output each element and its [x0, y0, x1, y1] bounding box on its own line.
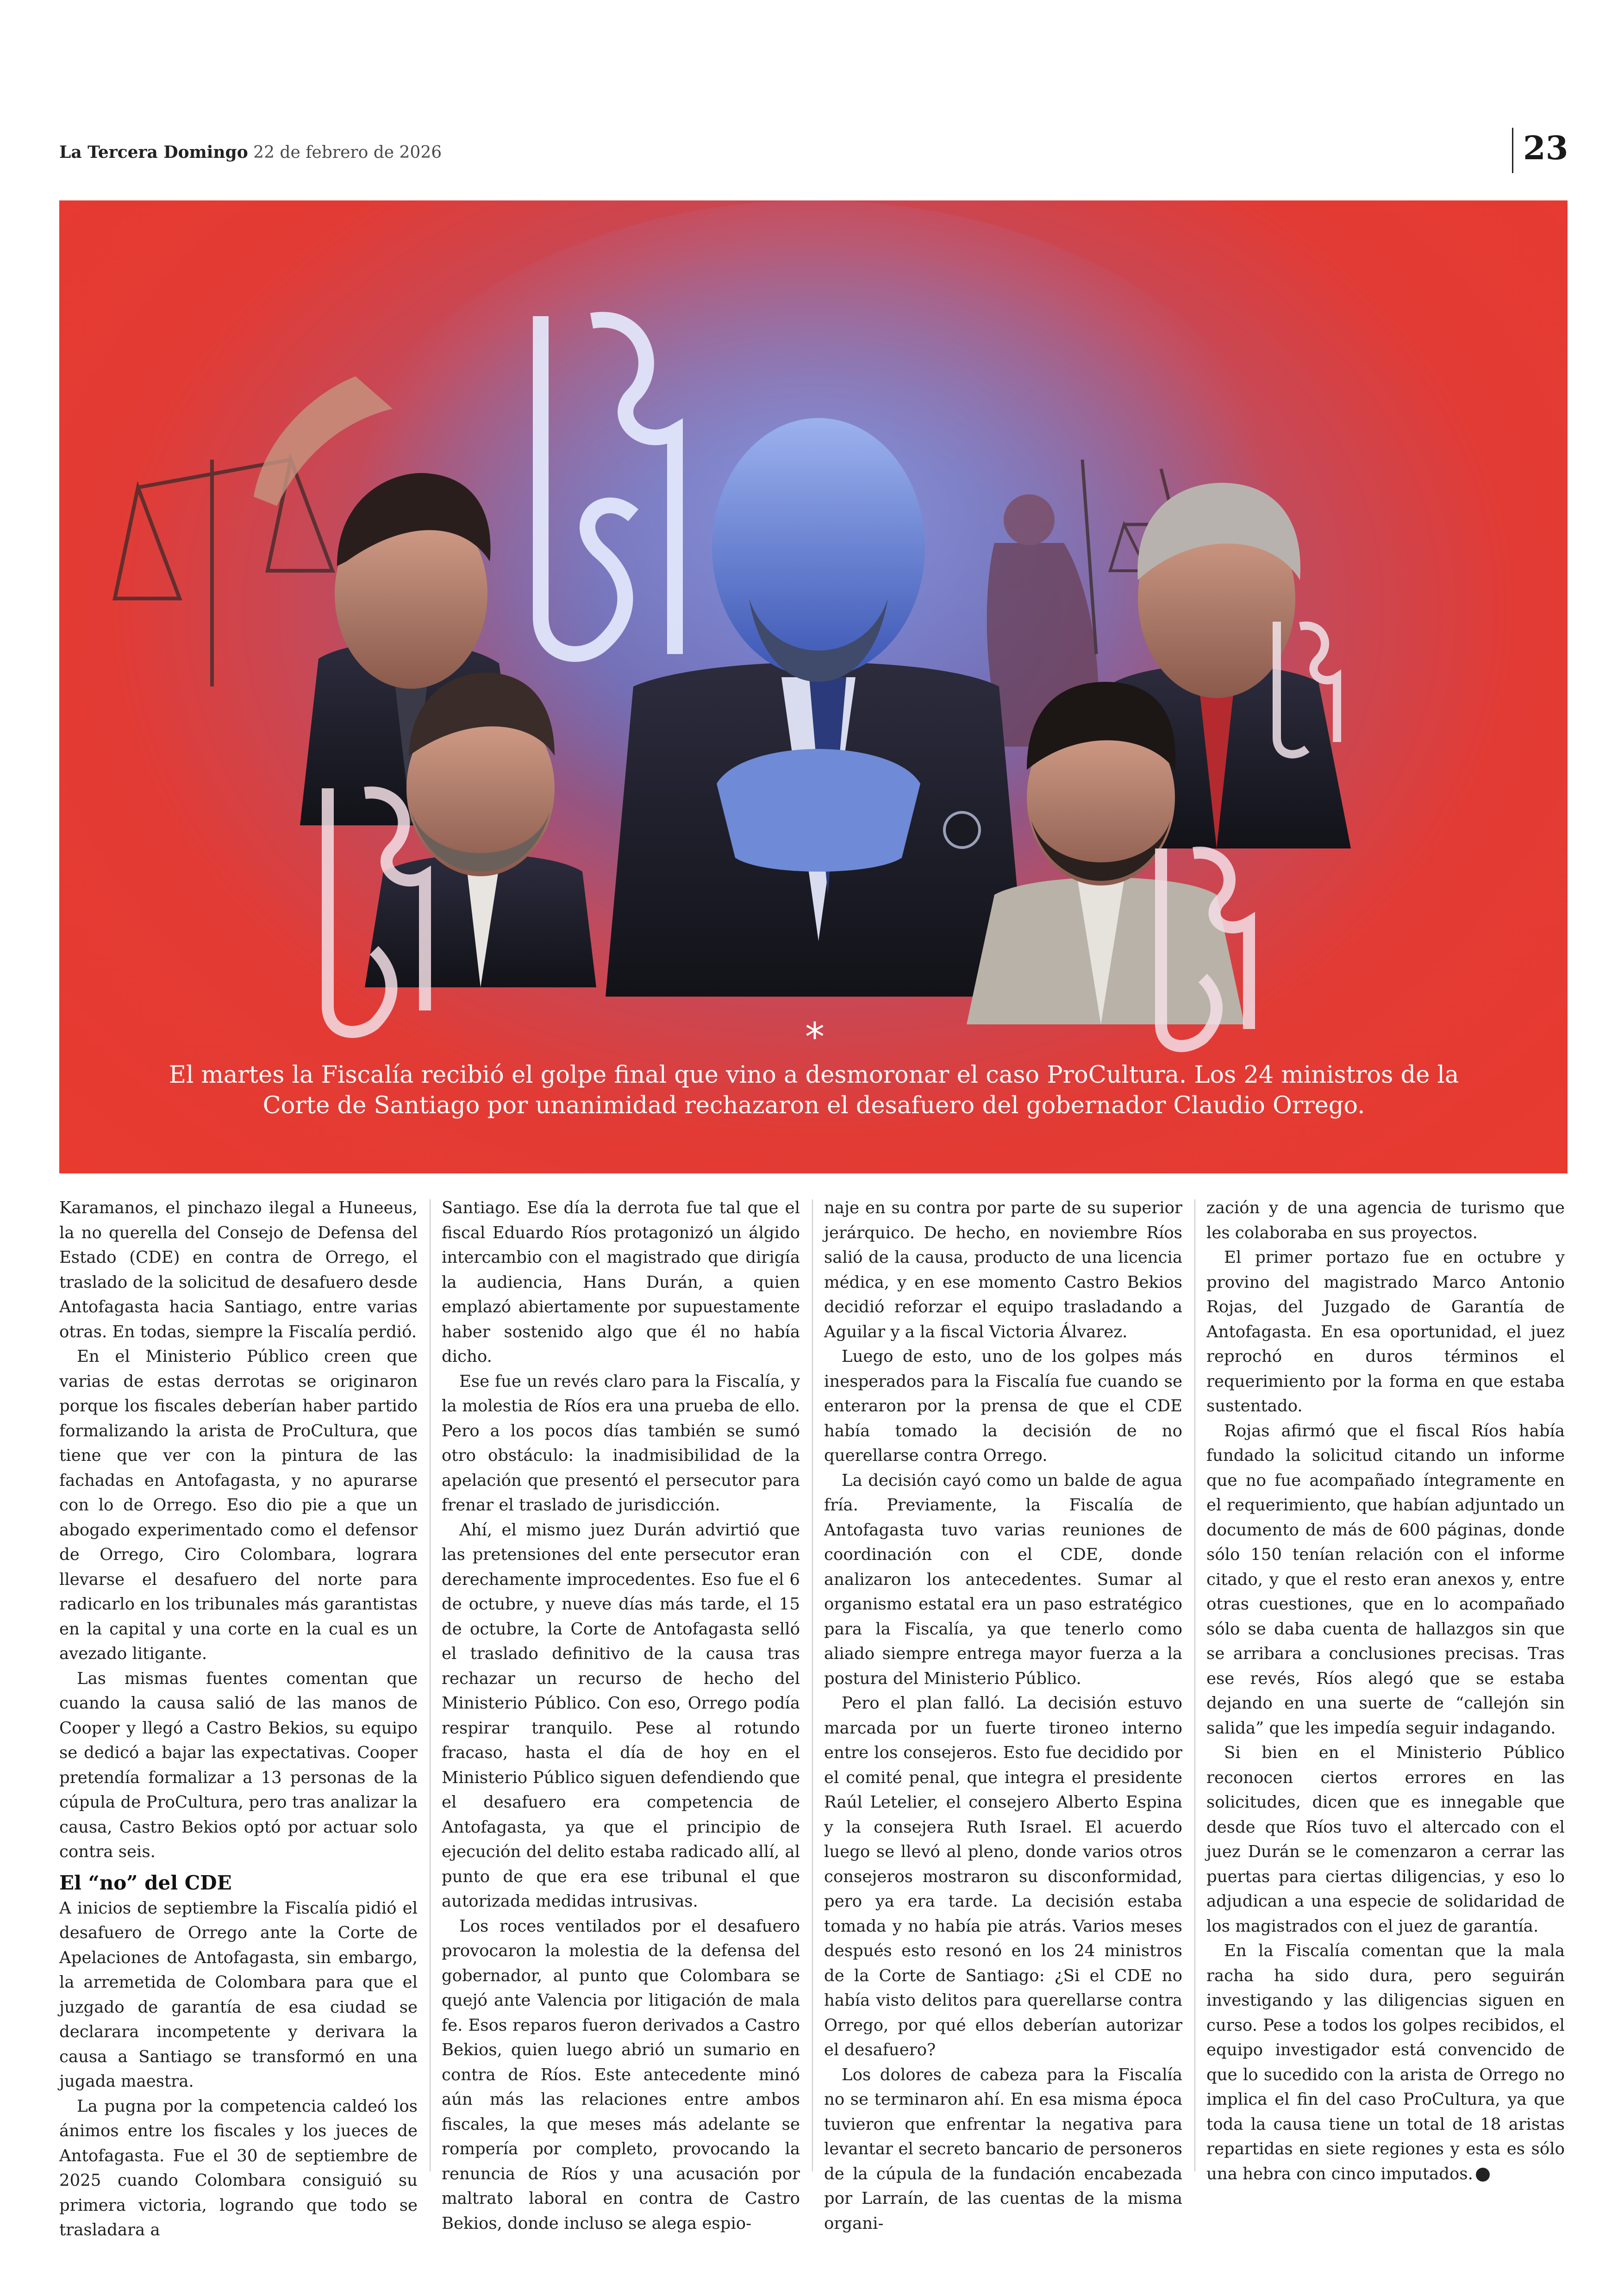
paragraph: La decisión cayó como un balde de agua fría. Previamente, la Fiscalía de Antofagasta tuvo varias reuniones de coordinación con el CDE, donde analizaron los antecedentes. Sumar al organismo estatal era un paso estratégico para la Fiscalía, ya que tenerlo como aliado siempre entrega mayor fuerza a la postura del Ministerio Público.: [824, 1471, 1182, 1688]
paragraph: Ese fue un revés claro para la Fiscalía, y la molestia de Ríos era una prueba de ello. Pero a los pocos días también se sumó otro obstáculo: la inadmisibilidad de la apelación que presentó el persecutor para frenar el traslado de jurisdicción.: [442, 1372, 800, 1515]
paragraph: naje en su contra por parte de su superior jerárquico. De hecho, en noviembre Ríos salió de la causa, producto de una licencia médica, y en ese momento Castro Bekios decidió reforzar el equipo trasladando a Aguilar y a la fiscal Victoria Álvarez.: [824, 1198, 1182, 1341]
article-column-4: [1206, 1196, 1565, 2186]
paragraph-text: En la Fiscalía comentan que la mala racha ha sido dura, pero seguirán investigando y las diligencias siguen en curso. Pese a todos los golpes recibidos, el equipo investigador está convencido de que lo sucedido con la arista de Orrego no implica el fin del caso ProCultura, ya que toda la causa tiene un total de 18 aristas repartidas en siete regiones y esta es sólo una hebra con cinco imputados.: [1206, 1941, 1565, 2183]
paragraph: Karamanos, el pinchazo ilegal a Huneeus, la no querella del Consejo de Defensa del Estado (CDE) en contra de Orrego, el traslado de la solicitud de desafuero desde Antofagasta hacia Santiago, entre varias otras. En todas, siempre la Fiscalía perdió.: [59, 1198, 418, 1341]
paragraph: Ahí, el mismo juez Durán advirtió que las pretensiones del ente persecutor eran derechamente improcedentes. Eso fue el 6 de octubre, y nueve días más tarde, el 15 de octubre, la Corte de Antofagasta selló el traslado definitivo de la causa tras rechazar un recurso de hecho del Ministerio Público. Con eso, Orrego podía respirar tranquilo. Pese al rotundo fracaso, hasta el día de hoy en el Ministerio Público siguen defendiendo que el desafuero era competencia de Antofagasta, ya que el principio de ejecución del delito estaba radicado allí, al punto de que era ese tribunal el que autorizada medidas intrusivas.: [442, 1520, 800, 1911]
hero-caption: El martes la Fiscalía recibió el golpe final que vino a desmoronar el caso ProCultura. Los 24 ministros de la Corte de Santiago por unanimidad rechazaron el desafuero del gobernador Claudio Orrego.: [169, 1061, 1459, 1119]
wristwatch-icon: [944, 812, 980, 848]
paragraph: En el Ministerio Público creen que varias de estas derrotas se originaron porque los fiscales deberían haber partido formalizando la arista de ProCultura, que tiene que ver con la pintura de las fachadas en Antofagasta, y no apurarse con lo de Orrego. Eso dio pie a que un abogado experimentado como el defensor de Orrego, Ciro Colombara, lograra llevarse el desafuero del norte para radicarlo en los tribunales más garantistas en la capital y una corte en la cual es un avezado litigante.: [59, 1347, 418, 1663]
paragraph: zación y de una agencia de turismo que les colaboraba en sus proyectos.: [1206, 1198, 1565, 1242]
paragraph: Si bien en el Ministerio Público reconocen ciertos errores en las solicitudes, dicen que es innegable que desde que Ríos tuvo el altercado con el juez Durán se le comenzaron a cerrar las puertas para ciertas diligencias, y eso lo adjudican a una especie de solidaridad de los magistrados con el juez de garantía.: [1206, 1743, 1565, 1936]
article-column-2: [442, 1196, 800, 2236]
article-body: [59, 1196, 1568, 2239]
paragraph: Las mismas fuentes comentan que cuando la causa salió de las manos de Cooper y llegó a Castro Bekios, su equipo se dedicó a bajar las expectativas. Cooper pretendía formalizar a 13 personas de la cúpula de ProCultura, pero tras analizar la causa, Castro Bekios optó por actuar solo contra seis.: [59, 1669, 418, 1861]
paragraph-final: [1206, 1939, 1565, 2186]
column-divider: [430, 1199, 431, 2171]
paragraph: Pero el plan falló. La decisión estuvo marcada por un fuerte tironeo interno entre los consejeros. Esto fue decidido por el comité penal, que integra el presidente Raúl Letelier, el consejero Alberto Espina y la consejera Ruth Israel. El acuerdo luego se llevó al pleno, donde varios otros consejeros mostraron su disconformidad, pero ya era tarde. La decisión estaba tomada y no había pie atrás. Varios meses después esto resonó en los 24 ministros de la Corte de Santiago: ¿Si el CDE no había visto delitos para querellarse contra Orrego, por qué ellos deberían autorizar el desafuero?: [824, 1694, 1182, 2059]
paragraph: Santiago. Ese día la derrota fue tal que el fiscal Eduardo Ríos protagonizó un álgido intercambio con el magistrado que dirigía la audiencia, Hans Durán, a quien emplazó abiertamente por supuestamente haber sostenido algo que él no había dicho.: [442, 1198, 800, 1366]
page-header: [59, 129, 1568, 176]
paragraph: A inicios de septiembre la Fiscalía pidió el desafuero de Orrego ante la Corte de Apelaciones de Antofagasta, sin embargo, la arremetida de Colombara para que el juzgado de garantía de esa ciudad se declarara incompetente y derivara la causa a Santiago se transformó en una jugada maestra.: [59, 1898, 418, 2091]
article-column-1: [59, 1196, 418, 2243]
paragraph: Los dolores de cabeza para la Fiscalía no se terminaron ahí. En esa misma época tuvieron que enfrentar la negativa para levantar el secreto bancario de personeros de la cúpula de la fundación encabezada por Larraín, de las cuentas de la misma organi-: [824, 2065, 1182, 2233]
paragraph: Los roces ventilados por el desafuero provocaron la molestia de la defensa del gobernador, al punto que Colombara se quejó ante Valencia por litigación de mala fe. Esos reparos fueron derivados a Castro Bekios, quien luego abrió un sumario en contra de Ríos. Este antecedente minó aún más las relaciones entre ambos fiscales, la que meses más adelante se rompería por completo, provocando la renuncia de Ríos y una acusación por maltrato laboral en contra de Castro Bekios, donde incluso se alega espio-: [442, 1916, 800, 2233]
masthead: [59, 143, 442, 162]
publication-name: La Tercera Domingo: [59, 143, 248, 162]
column-divider: [812, 1199, 813, 2171]
hero-asterisk: *: [805, 1014, 824, 1060]
section-subhead: El “no” del CDE: [59, 1871, 232, 1894]
scales-of-justice-left-icon: [115, 460, 332, 686]
end-of-article-icon: ◆: [1476, 2168, 1490, 2182]
publication-date: 22 de febrero de 2026: [253, 143, 442, 162]
paragraph: Luego de esto, uno de los golpes más inesperados para la Fiscalía fue cuando se enteraron por la prensa de que el CDE había tomado la decisión de no querellarse contra Orrego.: [824, 1347, 1182, 1465]
article-column-3: [824, 1196, 1182, 2236]
column-divider: [1194, 1199, 1195, 2171]
paragraph: La pugna por la competencia caldeó los ánimos entre los fiscales y los jueces de Antofagasta. Fue el 30 de septiembre de 2025 cuando Colombara consiguió su primera victoria, logrando que todo se trasladara a: [59, 2096, 418, 2239]
page-number: 23: [1523, 129, 1568, 167]
page-number-divider: [1512, 128, 1513, 173]
hero-illustration: [59, 200, 1568, 1173]
paragraph: Rojas afirmó que el fiscal Ríos había fundado la solicitud citando un informe que no fue acompañado íntegramente en el requerimiento, que habían adjuntado un documento de más de 600 páginas, donde sólo 150 tenían relación con el informe citado, y que el resto eran anexos y, entre otras cuestiones, que en lo acompañado sólo se daba cuenta de hallazgos sin que se arribara a conclusiones precisas. Tras ese revés, Ríos alegó que se estaba dejando en una suerte de “callejón sin salida” que les impedía seguir indagando.: [1206, 1421, 1565, 1738]
paragraph: El primer portazo fue en octubre y provino del magistrado Marco Antonio Rojas, del Juzgado de Garantía de Antofagasta. En esa oportunidad, el juez reprochó en duros términos el requerimiento por la forma en que estaba sustentado.: [1206, 1248, 1565, 1416]
